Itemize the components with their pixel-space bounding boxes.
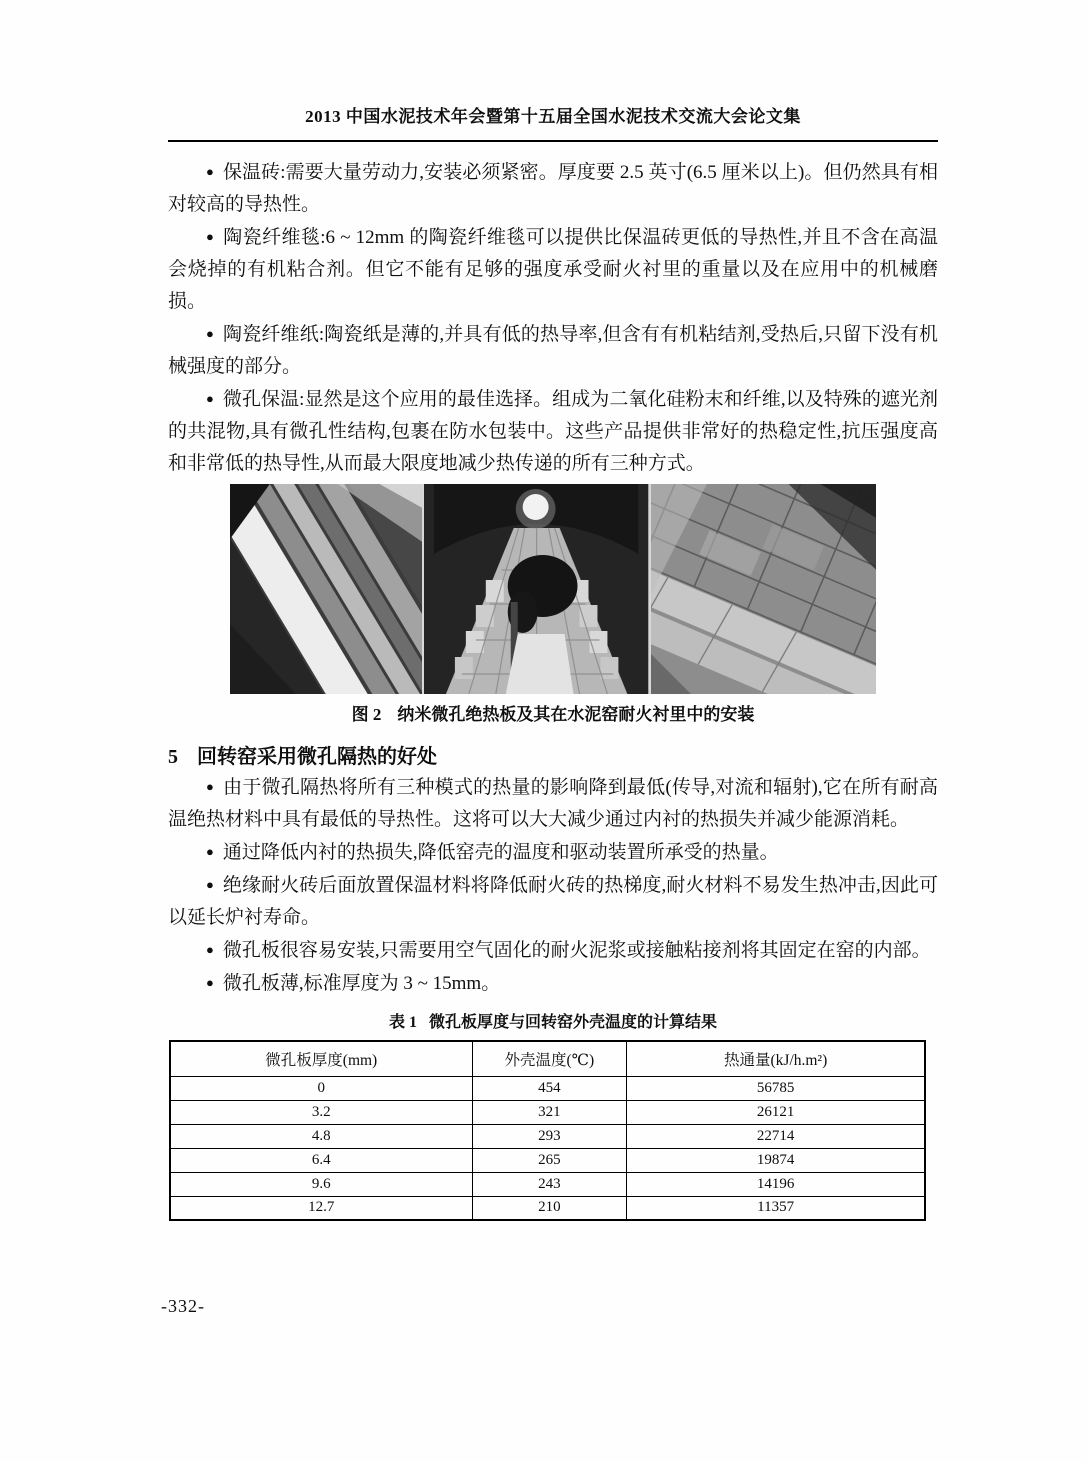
table-header-shell-temp: 外壳温度(℃) [472,1041,627,1076]
section-5-heading [168,743,938,771]
bullet-icon: ● [206,975,214,990]
page-content [0,102,1087,1221]
figure-photo-strip [230,484,876,694]
paragraph-text: 陶瓷纤维纸:陶瓷纸是薄的,并具有低的热导率,但含有有机粘结剂,受热后,只留下没有机械强度的部分。 [168,324,938,377]
paragraph-text: 由于微孔隔热将所有三种模式的热量的影响降到最低(传导,对流和辐射),它在所有耐高温绝热材料中具有最低的导热性。这将可以大大减少通过内衬的热损失并减少能源消耗。 [168,777,938,830]
photo-microporous-insulation-boards [230,484,422,694]
table-row [170,1076,925,1100]
bullet-paragraph [168,771,938,836]
table-cell-heat-flux: 56785 [627,1076,925,1100]
table-1-body [170,1076,925,1220]
bullet-paragraph [168,934,938,967]
table-header-row [170,1041,925,1076]
table-cell-shell-temp: 265 [472,1148,627,1172]
paragraph-text: 通过降低内衬的热损失,降低窑壳的温度和驱动装置所承受的热量。 [222,842,779,863]
section-title: 回转窑采用微孔隔热的好处 [197,746,437,768]
figure-caption [168,703,938,727]
bullet-icon: ● [206,942,214,957]
header-rule [168,140,938,142]
table-header-thickness: 微孔板厚度(mm) [170,1041,472,1076]
table-cell-thickness: 0 [170,1076,472,1100]
table-row [170,1148,925,1172]
paragraph-text: 绝缘耐火砖后面放置保温材料将降低耐火砖的热梯度,耐火材料不易发生热冲击,因此可以延长炉衬寿命。 [168,875,938,928]
table-cell-shell-temp: 321 [472,1100,627,1124]
table-cell-shell-temp: 454 [472,1076,627,1100]
paragraph-text: 保温砖:需要大量劳动力,安装必须紧密。厚度要 2.5 英寸(6.5 厘米以上)。但仍然具有相对较高的导热性。 [168,162,938,215]
figure-caption-text: 纳米微孔绝热板及其在水泥窑耐火衬里中的安装 [397,705,755,724]
table-1-title-text: 微孔板厚度与回转窑外壳温度的计算结果 [429,1014,718,1031]
table-1-title-label: 表 1 [388,1014,417,1031]
paragraph-text: 微孔保温:显然是这个应用的最佳选择。组成为二氧化硅粉末和纤维,以及特殊的遮光剂的共混物,具有微孔性结构,包裹在防水包装中。这些产品提供非常好的热稳定性,抗压强度高和非常低的热导性,从而最大限度地减少热传递的所有三种方式。 [168,389,938,474]
bullet-icon: ● [206,164,214,179]
paragraph-text: 陶瓷纤维毯:6 ~ 12mm 的陶瓷纤维毯可以提供比保温砖更低的导热性,并且不含在高温会烧掉的有机粘合剂。但它不能有足够的强度承受耐火衬里的重量以及在应用中的机械磨损。 [168,227,938,312]
paragraph-text: 微孔板很容易安装,只需要用空气固化的耐火泥浆或接触粘接剂将其固定在窑的内部。 [222,940,931,961]
bullet-icon: ● [206,844,214,859]
table-cell-thickness: 12.7 [170,1196,472,1220]
table-1-title [168,1012,938,1034]
bullet-icon: ● [206,391,214,406]
table-cell-thickness: 6.4 [170,1148,472,1172]
table-row [170,1100,925,1124]
table-cell-heat-flux: 19874 [627,1148,925,1172]
table-cell-thickness: 9.6 [170,1172,472,1196]
table-cell-heat-flux: 26121 [627,1100,925,1124]
photo-refractory-brick-lining [651,484,876,694]
bullet-paragraph [168,156,938,221]
bullet-paragraph [168,221,938,318]
figure-2 [168,484,938,727]
table-cell-shell-temp: 293 [472,1124,627,1148]
bullet-icon: ● [206,229,214,244]
table-cell-thickness: 3.2 [170,1100,472,1124]
table-cell-heat-flux: 22714 [627,1124,925,1148]
table-1-head [170,1041,925,1076]
bullet-icon: ● [206,326,214,341]
table-1 [169,1040,926,1221]
bullet-icon: ● [206,779,214,794]
bullet-paragraph [168,318,938,383]
table-cell-shell-temp: 210 [472,1196,627,1220]
bullet-paragraph [168,967,938,1000]
table-cell-heat-flux: 14196 [627,1172,925,1196]
table-header-heat-flux: 热通量(kJ/h.m²) [627,1041,925,1076]
page-number: -332- [161,1296,205,1316]
table-cell-heat-flux: 11357 [627,1196,925,1220]
photo-kiln-interior-installation [424,484,648,694]
table-row [170,1172,925,1196]
bullet-paragraph [168,836,938,869]
table-row [170,1124,925,1148]
bullet-icon: ● [206,877,214,892]
table-cell-shell-temp: 243 [472,1172,627,1196]
proceedings-header-title: 2013 中国水泥技术年会暨第十五届全国水泥技术交流大会论文集 [305,107,801,126]
bullet-paragraph [168,869,938,934]
section-number: 5 [168,746,178,768]
bullet-paragraph [168,383,938,480]
paragraph-text: 微孔板薄,标准厚度为 3 ~ 15mm。 [222,973,501,994]
table-row [170,1196,925,1220]
table-cell-thickness: 4.8 [170,1124,472,1148]
figure-caption-label: 图 2 [351,705,382,724]
